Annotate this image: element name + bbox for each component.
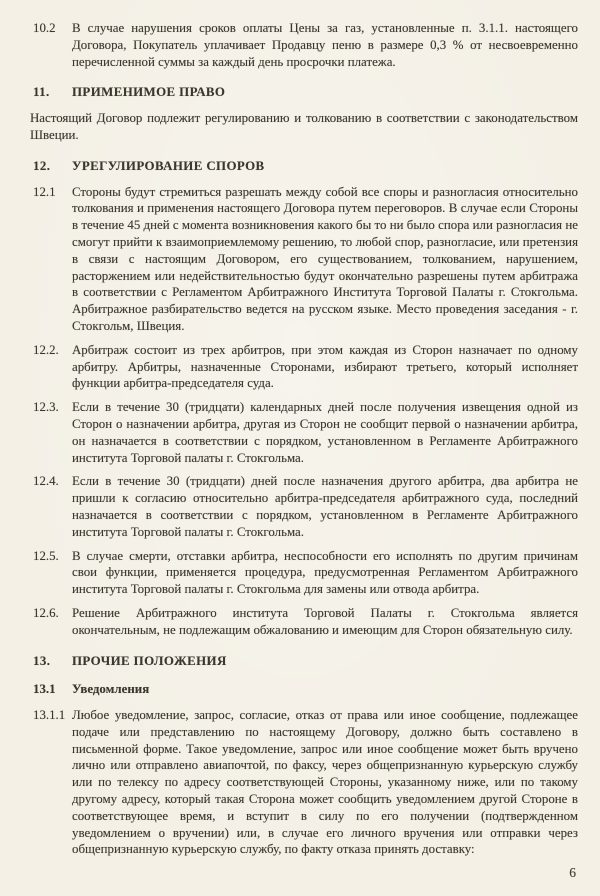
clause-number: 13.1 xyxy=(33,682,56,697)
clause-text: ПРИМЕНИМОЕ ПРАВО xyxy=(72,85,226,100)
clause-text: Стороны будут стремиться разрешать между собой все споры и разногласия относительно толкования и применения настоящего Договора путем переговоров. В случае если Стороны в течение 45 дней с момента возникновения какого бы то ни было спора или разногласия не смогут прийти к взаимоприемлемому решению, то любой спор, разногласие, или претензия в связи с настоящим Договором, его существованием, толкованием, нарушением, расторжением или недействительностью будут окончательно разрешены путем арбитража в соответствии с Регламентом Арбитражного Института Торговой Палаты г. Стокгольма. Арбитражное разбирательство ведется на русском языке. Место проведения заседания - г. Стокгольм, Швеция. xyxy=(72,184,578,333)
clause-text: УРЕГУЛИРОВАНИЕ СПОРОВ xyxy=(72,158,265,173)
clause-number: 12.3. xyxy=(33,400,59,415)
clause-number: 12.1 xyxy=(33,184,56,199)
body-paragraph: Настоящий Договор подлежит регулированию и толкованию в соответствии с законодательством Швеции. xyxy=(30,111,578,142)
clause-number: 12.5. xyxy=(33,548,59,563)
clause-text: Уведомления xyxy=(72,682,150,697)
clause-text: Любое уведомление, запрос, согласие, отказ от права или иное сообщение, подлежащее подаче или представлению по настоящему Договору, должно быть составлено в письменной форме. Такое уведомление, запрос или иное сообщение может быть вручено лично или отправлено авиапочтой, по факсу, через общепризнанную курьерскую службу или по телексу по адресу соответствующей Стороны, указанному ниже, или по такому другому адресу, который такая Сторона может сообщить уведомлением другой Стороне в соответствующее время, и вступит в силу по его получении (подтвержденном уведомлением о вручении) или, в случае его личного вручения или отправки через общепризнанную курьерскую службу, по факту отказа принять доставку: xyxy=(72,708,578,857)
contract-clause xyxy=(33,473,578,540)
section-heading xyxy=(33,84,578,101)
document-body xyxy=(30,20,578,858)
clause-text: Решение Арбитражного института Торговой Палаты г. Стокгольма является окончательным, не подлежащим обжалованию и имеющим для Сторон обязательную силу. xyxy=(72,605,578,637)
contract-clause xyxy=(33,399,578,466)
clause-number: 10.2 xyxy=(33,21,56,35)
clause-number: 12. xyxy=(33,158,51,173)
section-heading xyxy=(33,653,578,670)
clause-number: 12.4. xyxy=(33,474,59,489)
contract-clause xyxy=(33,342,578,392)
clause-text: Если в течение 30 (тридцати) дней после назначения другого арбитра, два арбитра не пришли к согласию относительно арбитра-председателя арбитражного суда, последний назначается в соответствии с порядком, установленном в Регламенте Арбитражного института Торговой палаты г. Стокгольма. xyxy=(72,474,578,539)
clause-text: Если в течение 30 (тридцати) календарных дней после получения извещения одной из Сторон о назначении арбитра, другая из Сторон не сообщит первой о назначении арбитра, он назначается в соответствии с порядком, установленном в Регламенте Арбитражного института Торговой палаты г. Стокгольма. xyxy=(72,400,578,465)
contract-clause xyxy=(33,184,578,335)
clause-number: 13. xyxy=(33,653,51,668)
clause-number: 11. xyxy=(33,85,50,100)
clause-number: 12.2. xyxy=(33,342,59,357)
clause-text: В случае нарушения сроков оплаты Цены за газ, установленные п. 3.1.1. настоящего Договора, Покупатель уплачивает Продавцу пеню в размере 0,3 % от несвоевременно перечисленной суммы за каждый день просрочки платежа. xyxy=(72,21,578,69)
clause-text: Арбитраж состоит из трех арбитров, при этом каждая из Сторон назначает по одному арбитру. Арбитры, назначенные Сторонами, избирают третьего, который исполняет функции арбитра-председателя суда. xyxy=(72,342,578,391)
clause-text: ПРОЧИЕ ПОЛОЖЕНИЯ xyxy=(72,653,227,668)
page-number: 6 xyxy=(569,865,576,881)
subsection-heading xyxy=(33,681,578,698)
contract-clause xyxy=(33,707,578,858)
contract-clause xyxy=(33,605,578,639)
clause-text: В случае смерти, отставки арбитра, неспособности его исполнять по другим причинам свои функции, применяется процедура, предусмотренная Регламентом Арбитражного института Торговой палаты г. Стокгольма для замены или отвода арбитра. xyxy=(72,548,578,597)
clause-number: 13.1.1 xyxy=(33,708,66,723)
section-heading xyxy=(33,158,578,175)
contract-clause xyxy=(33,548,578,598)
contract-clause xyxy=(33,20,578,70)
clause-number: 12.6. xyxy=(33,605,59,620)
